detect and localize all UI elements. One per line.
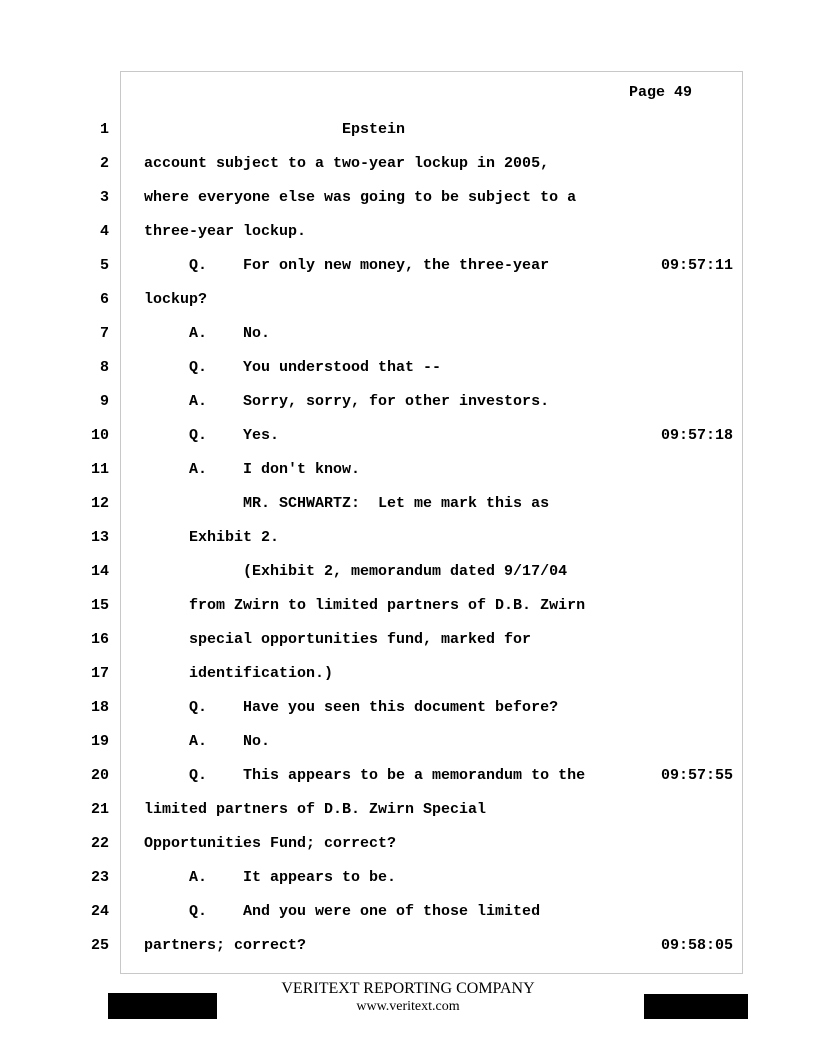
transcript-line (0, 801, 816, 821)
transcript-line (0, 223, 816, 243)
transcript-line (0, 427, 816, 447)
transcript-line (0, 325, 816, 345)
transcript-line (0, 665, 816, 685)
line-number: 23 (90, 869, 109, 886)
line-number: 12 (90, 495, 109, 512)
line-text: A. No. (144, 325, 271, 342)
transcript-line (0, 937, 816, 957)
line-text: MR. SCHWARTZ: Let me mark this as (144, 495, 550, 512)
line-number: 20 (90, 767, 109, 784)
line-text: A. No. (144, 733, 271, 750)
line-text: limited partners of D.B. Zwirn Special (144, 801, 487, 818)
redaction-box-right (644, 994, 748, 1019)
line-number: 10 (90, 427, 109, 444)
timestamp: 09:57:55 (661, 767, 734, 784)
transcript-line (0, 699, 816, 719)
line-number: 13 (90, 529, 109, 546)
line-text: Q. Yes. (144, 427, 280, 444)
line-number: 8 (99, 359, 109, 376)
line-number: 21 (90, 801, 109, 818)
timestamp: 09:57:11 (661, 257, 734, 274)
line-number: 2 (99, 155, 109, 172)
line-number: 6 (99, 291, 109, 308)
line-text: partners; correct? (144, 937, 307, 954)
transcript-line (0, 869, 816, 889)
line-text: Q. Have you seen this document before? (144, 699, 559, 716)
line-number: 18 (90, 699, 109, 716)
transcript-line (0, 733, 816, 753)
line-text: Q. And you were one of those limited (144, 903, 541, 920)
line-number: 22 (90, 835, 109, 852)
transcript-line (0, 563, 816, 583)
line-text: from Zwirn to limited partners of D.B. Zwirn (144, 597, 586, 614)
line-number: 14 (90, 563, 109, 580)
transcript-line (0, 257, 816, 277)
redaction-box-left (108, 993, 217, 1019)
transcript-line (0, 597, 816, 617)
line-text: Q. For only new money, the three-year (144, 257, 550, 274)
line-text: A. I don't know. (144, 461, 361, 478)
line-text: three-year lockup. (144, 223, 307, 240)
transcript-line (0, 495, 816, 515)
transcript-line (0, 767, 816, 787)
line-number: 16 (90, 631, 109, 648)
transcript-line (0, 461, 816, 481)
transcript-line (0, 529, 816, 549)
line-number: 11 (90, 461, 109, 478)
page-number: Page 49 (629, 84, 693, 101)
transcript-line (0, 291, 816, 311)
line-text: lockup? (144, 291, 208, 308)
line-text: Q. This appears to be a memorandum to the (144, 767, 586, 784)
line-number: 9 (99, 393, 109, 410)
transcript-line (0, 835, 816, 855)
line-number: 19 (90, 733, 109, 750)
transcript-line (0, 189, 816, 209)
line-number: 4 (99, 223, 109, 240)
line-text: Opportunities Fund; correct? (144, 835, 397, 852)
footer-company: VERITEXT REPORTING COMPANY (281, 980, 535, 997)
transcript-line (0, 155, 816, 175)
line-number: 5 (99, 257, 109, 274)
line-text: (Exhibit 2, memorandum dated 9/17/04 (144, 563, 568, 580)
transcript-line (0, 393, 816, 413)
transcript-line (0, 121, 816, 141)
line-number: 3 (99, 189, 109, 206)
line-text: identification.) (144, 665, 334, 682)
line-number: 24 (90, 903, 109, 920)
footer-website: www.veritext.com (356, 999, 460, 1014)
line-text: A. Sorry, sorry, for other investors. (144, 393, 550, 410)
line-text: Epstein (144, 121, 406, 138)
line-text: where everyone else was going to be subject to a (144, 189, 577, 206)
line-number: 25 (90, 937, 109, 954)
line-text: account subject to a two-year lockup in 2005, (144, 155, 550, 172)
line-text: Exhibit 2. (144, 529, 280, 546)
line-text: A. It appears to be. (144, 869, 397, 886)
line-text: Q. You understood that -- (144, 359, 442, 376)
line-number: 1 (99, 121, 109, 138)
line-number: 15 (90, 597, 109, 614)
timestamp: 09:58:05 (661, 937, 734, 954)
transcript-line (0, 631, 816, 651)
line-number: 7 (99, 325, 109, 342)
transcript-line (0, 903, 816, 923)
timestamp: 09:57:18 (661, 427, 734, 444)
transcript-line (0, 359, 816, 379)
line-text: special opportunities fund, marked for (144, 631, 532, 648)
line-number: 17 (90, 665, 109, 682)
